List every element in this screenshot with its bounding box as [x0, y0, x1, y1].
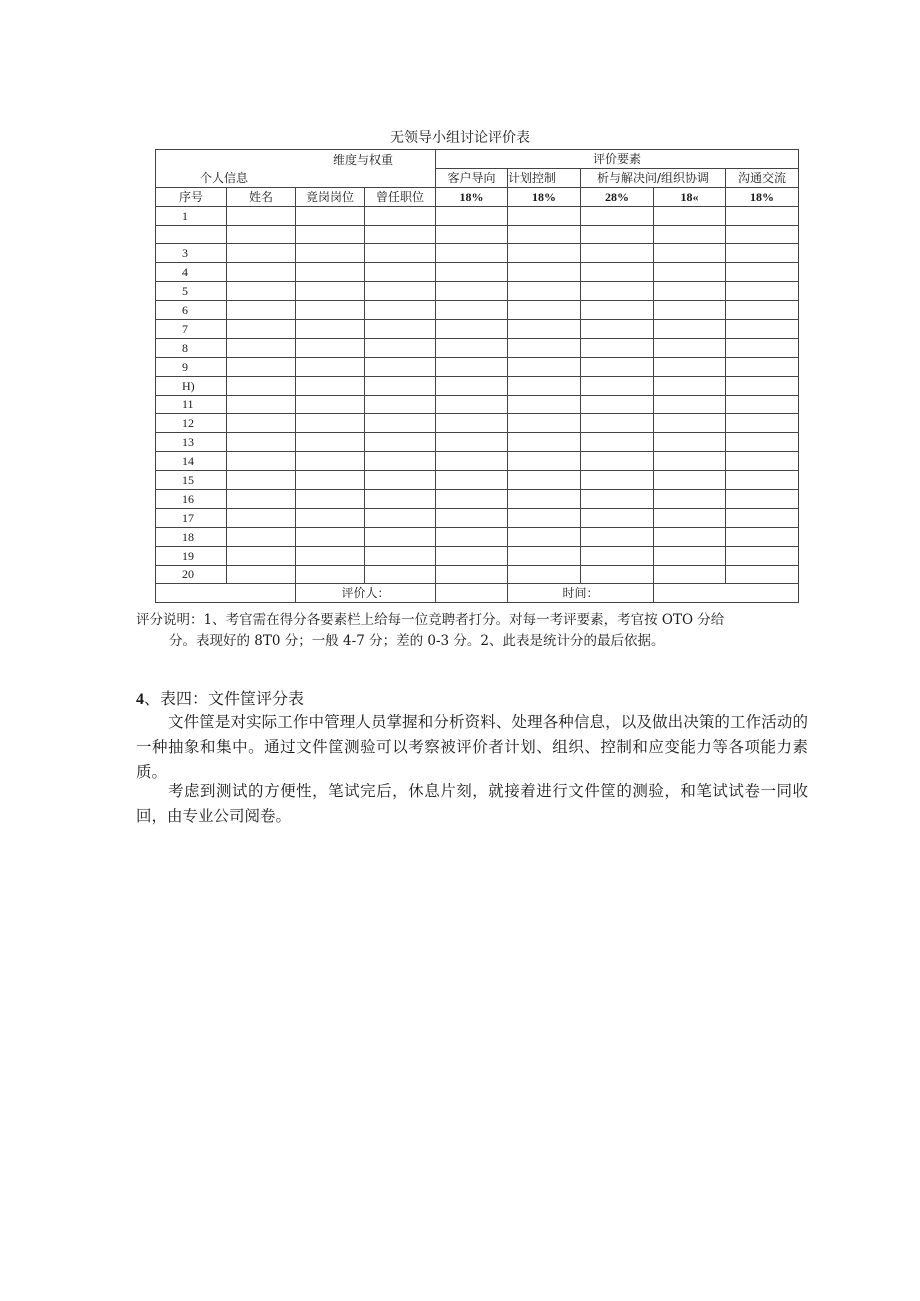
- col-header-number: 序号: [156, 187, 227, 206]
- score-cell[interactable]: [726, 225, 799, 244]
- score-cell[interactable]: [726, 282, 799, 301]
- score-cell[interactable]: [365, 395, 436, 414]
- row-number: 15: [156, 471, 227, 490]
- score-cell[interactable]: [508, 508, 581, 527]
- paragraph-2: 考虑到测试的方便性，笔试完后，休息片刻，就接着进行文件筐的测验，和笔试试卷一同收回，由专业公司阅卷。: [136, 782, 808, 825]
- score-cell[interactable]: [508, 433, 581, 452]
- score-cell[interactable]: [436, 508, 508, 527]
- row-number: 17: [156, 508, 227, 527]
- score-cell[interactable]: [581, 527, 654, 546]
- score-cell[interactable]: [654, 546, 726, 565]
- score-cell[interactable]: [296, 320, 365, 339]
- table-row: [156, 508, 799, 527]
- score-cell[interactable]: [654, 433, 726, 452]
- score-cell[interactable]: [227, 225, 296, 244]
- score-cell[interactable]: [581, 508, 654, 527]
- score-cell[interactable]: [436, 452, 508, 471]
- score-cell[interactable]: [726, 414, 799, 433]
- score-cell[interactable]: [365, 301, 436, 320]
- score-cell[interactable]: [436, 338, 508, 357]
- score-cell[interactable]: [227, 508, 296, 527]
- score-cell[interactable]: [296, 433, 365, 452]
- score-cell[interactable]: [581, 471, 654, 490]
- score-cell[interactable]: [654, 357, 726, 376]
- table-title: 无领导小组讨论评价表: [390, 130, 530, 146]
- score-cell[interactable]: [296, 301, 365, 320]
- evaluation-table: [155, 149, 799, 603]
- score-cell[interactable]: [654, 471, 726, 490]
- score-cell[interactable]: [296, 452, 365, 471]
- score-cell[interactable]: [227, 414, 296, 433]
- factor-header-communication: 沟通交流: [726, 168, 799, 187]
- score-cell[interactable]: [436, 282, 508, 301]
- score-cell[interactable]: [227, 206, 296, 225]
- score-cell[interactable]: [365, 206, 436, 225]
- table-row: [156, 301, 799, 320]
- score-cell[interactable]: [581, 357, 654, 376]
- score-cell[interactable]: [227, 452, 296, 471]
- row-number: H): [156, 376, 227, 395]
- score-cell[interactable]: [296, 414, 365, 433]
- score-cell[interactable]: [436, 263, 508, 282]
- score-cell[interactable]: [508, 414, 581, 433]
- weight-communication: 18%: [726, 187, 799, 206]
- score-cell[interactable]: [581, 301, 654, 320]
- table-row: [156, 206, 799, 225]
- table-row: [156, 546, 799, 565]
- score-cell[interactable]: [508, 565, 581, 584]
- score-cell[interactable]: [654, 225, 726, 244]
- time-value-cell[interactable]: [654, 584, 799, 603]
- score-cell[interactable]: [508, 282, 581, 301]
- score-cell[interactable]: [581, 395, 654, 414]
- row-number: 4: [156, 263, 227, 282]
- score-cell[interactable]: [654, 338, 726, 357]
- score-cell[interactable]: [581, 206, 654, 225]
- score-cell[interactable]: [726, 395, 799, 414]
- score-cell[interactable]: [654, 282, 726, 301]
- score-cell[interactable]: [365, 244, 436, 263]
- score-cell[interactable]: [726, 471, 799, 490]
- score-cell[interactable]: [654, 565, 726, 584]
- score-cell[interactable]: [365, 508, 436, 527]
- row-number: 6: [156, 301, 227, 320]
- score-cell[interactable]: [227, 395, 296, 414]
- weight-analysis: 28%: [581, 187, 654, 206]
- score-cell[interactable]: [726, 433, 799, 452]
- score-cell[interactable]: [436, 471, 508, 490]
- table-row: [156, 471, 799, 490]
- paragraph-1: 文件筐是对实际工作中管理人员掌握和分析资料、处理各种信息，以及做出决策的工作活动的一种抽象和集中。通过文件筐测验可以考察被评价者计划、组织、控制和应变能力等各项能力素质。: [136, 713, 808, 781]
- score-cell[interactable]: [726, 338, 799, 357]
- score-cell[interactable]: [508, 546, 581, 565]
- score-cell[interactable]: [581, 433, 654, 452]
- score-cell[interactable]: [726, 320, 799, 339]
- score-cell[interactable]: [365, 452, 436, 471]
- table-row: [156, 433, 799, 452]
- row-number: 14: [156, 452, 227, 471]
- row-number: 20: [156, 565, 227, 584]
- score-cell[interactable]: [726, 263, 799, 282]
- table-row: [156, 414, 799, 433]
- score-cell[interactable]: [365, 225, 436, 244]
- row-number: 9: [156, 357, 227, 376]
- score-cell[interactable]: [227, 471, 296, 490]
- score-cell[interactable]: [296, 282, 365, 301]
- score-cell[interactable]: [227, 244, 296, 263]
- score-cell[interactable]: [436, 301, 508, 320]
- score-cell[interactable]: [296, 395, 365, 414]
- table-row: [156, 338, 799, 357]
- table-row: [156, 244, 799, 263]
- score-cell[interactable]: [654, 244, 726, 263]
- score-cell[interactable]: [508, 225, 581, 244]
- score-cell[interactable]: [436, 376, 508, 395]
- score-cell[interactable]: [365, 263, 436, 282]
- score-cell[interactable]: [508, 244, 581, 263]
- table-row: [156, 282, 799, 301]
- table-row: [156, 357, 799, 376]
- score-cell[interactable]: [436, 357, 508, 376]
- score-cell[interactable]: [726, 376, 799, 395]
- score-cell[interactable]: [726, 527, 799, 546]
- row-number: 12: [156, 414, 227, 433]
- score-cell[interactable]: [508, 320, 581, 339]
- score-cell[interactable]: [227, 282, 296, 301]
- score-cell[interactable]: [436, 546, 508, 565]
- score-cell[interactable]: [508, 206, 581, 225]
- row-number: 16: [156, 490, 227, 509]
- score-cell[interactable]: [296, 471, 365, 490]
- score-cell[interactable]: [581, 452, 654, 471]
- score-cell[interactable]: [436, 395, 508, 414]
- score-cell[interactable]: [296, 527, 365, 546]
- score-cell[interactable]: [296, 546, 365, 565]
- score-cell[interactable]: [436, 414, 508, 433]
- score-cell[interactable]: [508, 376, 581, 395]
- evaluator-label: 评价人：: [296, 584, 436, 603]
- score-cell[interactable]: [296, 244, 365, 263]
- score-cell[interactable]: [581, 376, 654, 395]
- score-cell[interactable]: [726, 546, 799, 565]
- table-row: [156, 225, 799, 244]
- score-cell[interactable]: [726, 508, 799, 527]
- score-cell[interactable]: [436, 225, 508, 244]
- score-cell[interactable]: [296, 263, 365, 282]
- row-number: [156, 225, 227, 244]
- score-cell[interactable]: [654, 414, 726, 433]
- score-cell[interactable]: [654, 527, 726, 546]
- row-number: 13: [156, 433, 227, 452]
- factor-header-planning: 计划控制: [508, 168, 581, 187]
- score-cell[interactable]: [654, 301, 726, 320]
- score-cell[interactable]: [581, 263, 654, 282]
- score-cell[interactable]: [436, 527, 508, 546]
- table-row: [156, 452, 799, 471]
- section-heading: [136, 686, 304, 709]
- scoring-note-line-2: 分。表现好的 8T0 分；一般 4-7 分；差的 0-3 分。2、此表是统计分的最后依据。: [169, 633, 665, 649]
- score-cell[interactable]: [296, 490, 365, 509]
- dimension-weight-label: 维度与权重: [332, 153, 393, 167]
- score-cell[interactable]: [726, 490, 799, 509]
- score-cell[interactable]: [296, 376, 365, 395]
- row-number: 18: [156, 527, 227, 546]
- row-number: 8: [156, 338, 227, 357]
- score-cell[interactable]: [296, 565, 365, 584]
- row-number: 19: [156, 546, 227, 565]
- score-cell[interactable]: [508, 338, 581, 357]
- table-row: [156, 263, 799, 282]
- score-cell[interactable]: [726, 452, 799, 471]
- score-cell[interactable]: [581, 490, 654, 509]
- score-cell[interactable]: [227, 527, 296, 546]
- row-number: 11: [156, 395, 227, 414]
- score-cell[interactable]: [726, 244, 799, 263]
- score-cell[interactable]: [508, 357, 581, 376]
- score-cell[interactable]: [365, 565, 436, 584]
- score-cell[interactable]: [296, 508, 365, 527]
- score-cell[interactable]: [654, 452, 726, 471]
- score-cell[interactable]: [296, 206, 365, 225]
- score-cell[interactable]: [654, 508, 726, 527]
- score-cell[interactable]: [365, 490, 436, 509]
- score-cell[interactable]: [581, 414, 654, 433]
- weight-planning: 18%: [508, 187, 581, 206]
- row-number: 3: [156, 244, 227, 263]
- table-row: [156, 565, 799, 584]
- score-cell[interactable]: [654, 376, 726, 395]
- table-row: [156, 395, 799, 414]
- score-cell[interactable]: [227, 338, 296, 357]
- personal-info-label: 个人信息: [200, 170, 249, 185]
- score-cell[interactable]: [227, 546, 296, 565]
- row-number: 5: [156, 282, 227, 301]
- col-header-previous-role: 曾任职位: [365, 187, 436, 206]
- score-cell[interactable]: [227, 320, 296, 339]
- table-row: [156, 527, 799, 546]
- score-cell[interactable]: [654, 490, 726, 509]
- section-title: 、表四：文件筐评分表: [144, 689, 305, 708]
- score-cell[interactable]: [581, 225, 654, 244]
- score-cell[interactable]: [365, 546, 436, 565]
- score-cell[interactable]: [227, 433, 296, 452]
- row-number: 7: [156, 320, 227, 339]
- score-cell[interactable]: [654, 263, 726, 282]
- section-number: 4: [136, 691, 144, 708]
- time-label: 时间：: [508, 584, 654, 603]
- weight-customer: 18%: [436, 187, 508, 206]
- table-row: [156, 320, 799, 339]
- score-cell[interactable]: [227, 376, 296, 395]
- score-cell[interactable]: [436, 490, 508, 509]
- footer-blank: [156, 584, 296, 603]
- score-cell[interactable]: [227, 490, 296, 509]
- score-cell[interactable]: [508, 395, 581, 414]
- score-cell[interactable]: [654, 206, 726, 225]
- score-cell[interactable]: [227, 565, 296, 584]
- score-cell[interactable]: [581, 338, 654, 357]
- table-row: [156, 376, 799, 395]
- score-cell[interactable]: [508, 527, 581, 546]
- score-cell[interactable]: [726, 357, 799, 376]
- score-cell[interactable]: [726, 301, 799, 320]
- score-cell[interactable]: [365, 527, 436, 546]
- score-cell[interactable]: [581, 565, 654, 584]
- score-cell[interactable]: [436, 244, 508, 263]
- score-cell[interactable]: [581, 282, 654, 301]
- factor-header-customer: 客户导向: [436, 168, 508, 187]
- score-cell[interactable]: [296, 225, 365, 244]
- score-cell[interactable]: [296, 357, 365, 376]
- row-number: 1: [156, 206, 227, 225]
- score-cell[interactable]: [726, 565, 799, 584]
- score-cell[interactable]: [365, 414, 436, 433]
- factor-header-analysis: 析与解决问/组织协调: [581, 168, 726, 187]
- scoring-note-line-1: 评分说明：1、考官需在得分各要素栏上给每一位竞聘者打分。对每一考评要素，考官按 OTO 分给: [136, 612, 725, 628]
- score-cell[interactable]: [227, 301, 296, 320]
- header-diagonal-cell: [156, 150, 436, 188]
- weight-organization: 18«: [654, 187, 726, 206]
- score-cell[interactable]: [654, 320, 726, 339]
- col-header-name: 姓名: [227, 187, 296, 206]
- score-cell[interactable]: [436, 206, 508, 225]
- score-cell[interactable]: [296, 338, 365, 357]
- scoring-note: [136, 610, 808, 652]
- eval-factors-header: 评价要素: [436, 150, 799, 169]
- score-cell[interactable]: [654, 395, 726, 414]
- score-cell[interactable]: [581, 244, 654, 263]
- score-cell[interactable]: [365, 471, 436, 490]
- score-cell[interactable]: [227, 263, 296, 282]
- score-cell[interactable]: [436, 433, 508, 452]
- score-cell[interactable]: [508, 301, 581, 320]
- score-cell[interactable]: [508, 452, 581, 471]
- score-cell[interactable]: [365, 320, 436, 339]
- score-cell[interactable]: [508, 263, 581, 282]
- score-cell[interactable]: [436, 565, 508, 584]
- score-cell[interactable]: [436, 320, 508, 339]
- score-cell[interactable]: [365, 376, 436, 395]
- table-row: [156, 490, 799, 509]
- score-cell[interactable]: [365, 433, 436, 452]
- score-cell[interactable]: [365, 338, 436, 357]
- score-cell[interactable]: [227, 357, 296, 376]
- evaluator-signature-cell[interactable]: [436, 584, 508, 603]
- score-cell[interactable]: [508, 490, 581, 509]
- score-cell[interactable]: [365, 357, 436, 376]
- score-cell[interactable]: [726, 206, 799, 225]
- score-cell[interactable]: [581, 546, 654, 565]
- score-cell[interactable]: [508, 471, 581, 490]
- score-cell[interactable]: [365, 282, 436, 301]
- col-header-position: 竟岗岗位: [296, 187, 365, 206]
- score-cell[interactable]: [581, 320, 654, 339]
